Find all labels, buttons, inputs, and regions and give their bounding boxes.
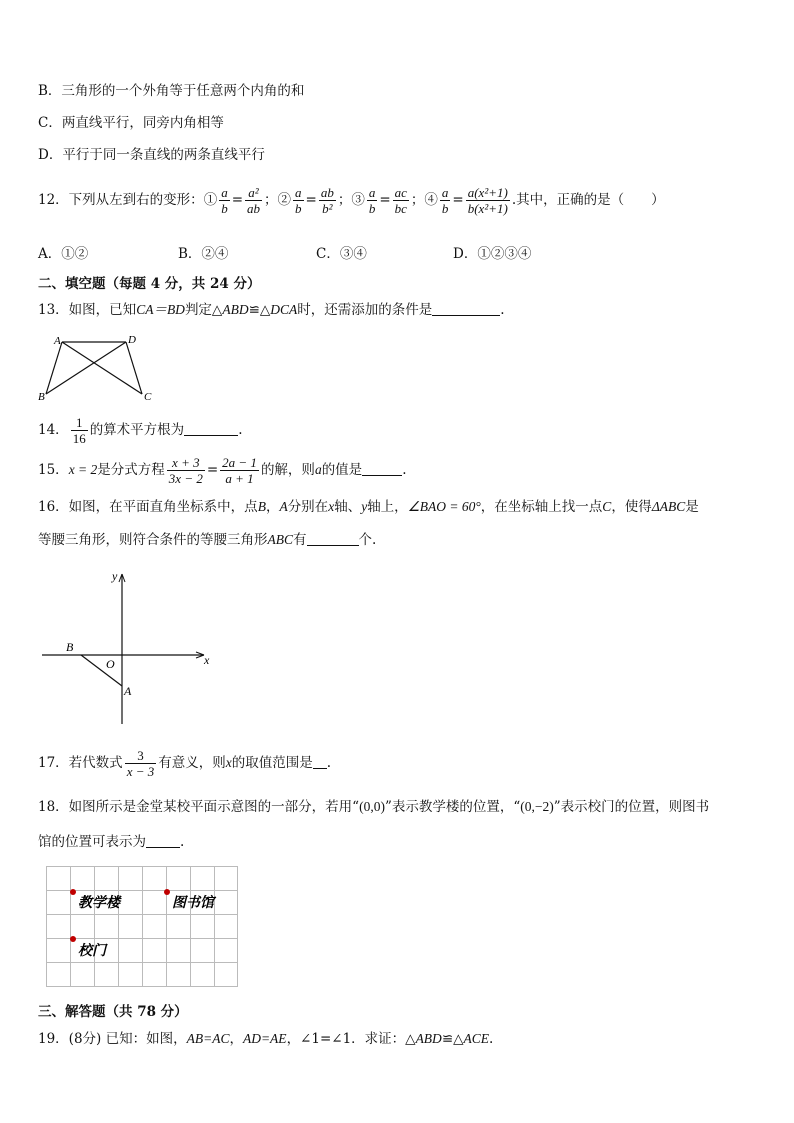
- question-13: [38, 300, 505, 320]
- q17-end: .: [326, 755, 332, 771]
- q19-math-3: ABD: [415, 1031, 442, 1046]
- q18-end: .: [180, 834, 185, 850]
- question-12: [38, 180, 665, 220]
- q17-answer-blank[interactable]: [313, 754, 327, 769]
- q12-sep: ；: [264, 192, 278, 208]
- q16-coordinate-figure: [34, 566, 224, 728]
- q19-end: .: [489, 1031, 494, 1047]
- q14-text: 的算术平方根为: [89, 422, 185, 438]
- q13-text-3: ≌△: [248, 302, 271, 318]
- q12-choice-2: ②: [277, 192, 291, 208]
- q16-text-line2b: 有: [293, 532, 307, 548]
- q12-frac-a-b: $\frac{a}{b}$: [221, 185, 228, 216]
- q13-end: .: [500, 302, 505, 318]
- q12-frac-a-b-4: $\frac{a}{b}$: [441, 185, 449, 216]
- q16-text-line2c: 个.: [358, 532, 377, 548]
- q16-text-line2a: 等腰三角形，则符合条件的等腰三角形: [38, 532, 268, 548]
- q12-sep: ；: [337, 192, 352, 208]
- label-b: B: [66, 640, 74, 654]
- q16-angle: ∠BAO = 60°: [407, 499, 481, 514]
- q12-frac-1: $\frac{\text{a²}}{ab}$: [247, 185, 260, 216]
- q16-text-1: ，: [265, 499, 280, 515]
- q15-end: .: [402, 462, 407, 478]
- question-15: [38, 451, 406, 489]
- label-x: x: [204, 653, 210, 667]
- q14-fraction: $\frac{1}{16}$: [72, 415, 86, 446]
- label-school-gate: 校门: [78, 943, 106, 959]
- q15-text-1: 是分式方程: [97, 462, 165, 478]
- label-teaching-building: 教学楼: [78, 895, 120, 911]
- q14-answer-blank[interactable]: [184, 421, 238, 436]
- q15-num: 15．: [38, 462, 69, 478]
- q12-suffix: .其中，正确的是（ ）: [511, 192, 665, 208]
- q12-frac-a-b-3: $\frac{a}{b}$: [368, 185, 376, 216]
- q14-num: 14．: [38, 422, 69, 438]
- q12-eq: =: [452, 192, 464, 208]
- q16-triangle: ΔABC: [651, 499, 686, 514]
- q17-fraction: $\frac{3}{x - 3}$: [126, 748, 155, 779]
- q17-text-1: 17．若代数式: [38, 755, 123, 771]
- question-16-line-1: [38, 497, 699, 517]
- q18-grid-map: [46, 866, 240, 990]
- library-point: [164, 889, 170, 895]
- q16-text-3: 轴、: [334, 499, 362, 515]
- q12-eq: =: [379, 192, 391, 208]
- q15-text-3: 的值是: [321, 462, 363, 478]
- option-d-line: D．平行于同一条直线的两条直线平行: [38, 147, 265, 163]
- q16-text-a: 16．如图，在平面直角坐标系中，点: [38, 499, 258, 515]
- question-19: [38, 1029, 493, 1049]
- q16-math-c: C: [602, 499, 612, 514]
- question-18-line-1: [38, 795, 709, 819]
- q12-choice-1: ①: [203, 192, 218, 208]
- q13-label-c: C: [144, 391, 152, 403]
- q19-text-2: ，: [229, 1031, 243, 1047]
- label-y: y: [112, 569, 118, 583]
- q13-math-1: CA＝BD: [136, 302, 185, 317]
- school-gate-point: [70, 936, 76, 942]
- q15-math-1: x = 2: [68, 462, 98, 477]
- q13-text-4: 时，还需添加的条件是: [297, 302, 433, 318]
- q13-math-3: DCA: [270, 302, 298, 317]
- label-a: A: [124, 684, 132, 698]
- q16-math-x: x: [328, 499, 335, 514]
- q17-math-x: x: [225, 755, 232, 770]
- q15-math-2: a: [314, 462, 322, 477]
- q16-text-6: ，使得: [611, 499, 652, 515]
- option-c-line: C．两直线平行，同旁内角相等: [38, 115, 224, 131]
- question-14: [38, 412, 242, 448]
- q15-answer-blank[interactable]: [362, 461, 402, 476]
- question-18-line-2: [38, 832, 184, 852]
- q13-figure: [34, 332, 164, 404]
- q12-frac-3: $\frac{ac}{bc}$: [394, 185, 407, 216]
- q16-text-7: 是: [685, 499, 699, 515]
- q12-option-d: D．①②③④: [453, 246, 532, 262]
- q12-choice-3: ③: [351, 192, 365, 208]
- q19-text-1: 19．(8分) 已知：如图，: [38, 1031, 187, 1047]
- q13-label-b: B: [38, 391, 45, 403]
- q15-text-2: 的解，则: [260, 462, 315, 478]
- question-17: [38, 744, 331, 782]
- q17-text-3: 的取值范围是: [231, 755, 313, 771]
- q13-label-d: D: [128, 334, 136, 346]
- map-grid-lines: [46, 866, 238, 987]
- q19-math-1: AB=AC: [186, 1031, 230, 1046]
- question-16-line-2: [38, 530, 376, 550]
- q15-right-fraction: $\frac{2a - 1}{a + 1}$: [222, 455, 257, 486]
- q19-text-4: ≌△: [441, 1031, 464, 1047]
- label-o: O: [106, 657, 115, 671]
- q12-option-c: C．③④: [316, 246, 367, 262]
- q18-point-2: (0,−2): [520, 799, 554, 814]
- label-library: 图书馆: [172, 895, 214, 911]
- q16-math-abc: ABC: [267, 532, 293, 547]
- q13-label-a: A: [54, 335, 61, 347]
- q19-math-2: AD=AE: [242, 1031, 287, 1046]
- option-b-line: B．三角形的一个外角等于任意两个内角的和: [38, 83, 305, 99]
- q19-math-4: ACE: [463, 1031, 490, 1046]
- q12-choice-4: ④: [424, 192, 438, 208]
- q18-text-4: 馆的位置可表示为: [38, 834, 146, 850]
- q12-frac-4: $\frac{\text{a(x²+1)}}{\text{b(x²+1)}}$: [467, 185, 508, 216]
- q12-eq: =: [305, 192, 317, 208]
- teaching-building-point: [70, 889, 76, 895]
- q16-math-a: A: [279, 499, 288, 514]
- q16-text-5: ，在坐标轴上找一点: [480, 499, 603, 515]
- q18-point-1: (0,0): [359, 799, 385, 814]
- q16-math-y: y: [361, 499, 368, 514]
- q13-math-2: ABD: [222, 302, 249, 317]
- q12-prefix: 12．下列从左到右的变形：: [38, 192, 204, 208]
- q18-answer-blank[interactable]: [146, 833, 180, 848]
- q13-text-2: 判定△: [184, 302, 223, 318]
- q12-eq: =: [231, 192, 243, 208]
- q14-end: .: [238, 422, 243, 438]
- q15-left-fraction: $\frac{x + 3}{3x - 2}$: [168, 455, 203, 486]
- q12-frac-2: $\frac{ab}{\text{b²}}$: [320, 185, 334, 216]
- q18-text-3: ”表示校门的位置，则图书: [553, 799, 710, 815]
- section-3-title: 三、解答题（共 78 分）: [38, 1004, 188, 1020]
- q13-answer-blank[interactable]: [432, 301, 500, 316]
- q18-text-1: 18．如图所示是金堂某校平面示意图的一部分，若用“: [38, 799, 360, 815]
- q16-answer-blank[interactable]: [307, 531, 359, 546]
- q16-text-2: 分别在: [287, 499, 329, 515]
- section-2-title: 二、填空题（每题 4 分，共 24 分）: [38, 276, 261, 292]
- q15-eq: =: [206, 462, 219, 478]
- q12-frac-a-b-2: $\frac{a}{b}$: [295, 185, 302, 216]
- q16-text-4: 轴上，: [367, 499, 408, 515]
- q12-option-b: B．②④: [178, 246, 229, 262]
- q16-math-b: B: [257, 499, 266, 514]
- q18-text-2: ”表示教学楼的位置，“: [384, 799, 521, 815]
- q12-sep: ；: [410, 192, 425, 208]
- q17-text-2: 有意义，则: [158, 755, 226, 771]
- q19-text-3: ，∠1=∠1．求证：△: [286, 1031, 416, 1047]
- q13-text-1: 13．如图，已知: [38, 302, 137, 318]
- q12-option-a: A．①②: [38, 246, 89, 262]
